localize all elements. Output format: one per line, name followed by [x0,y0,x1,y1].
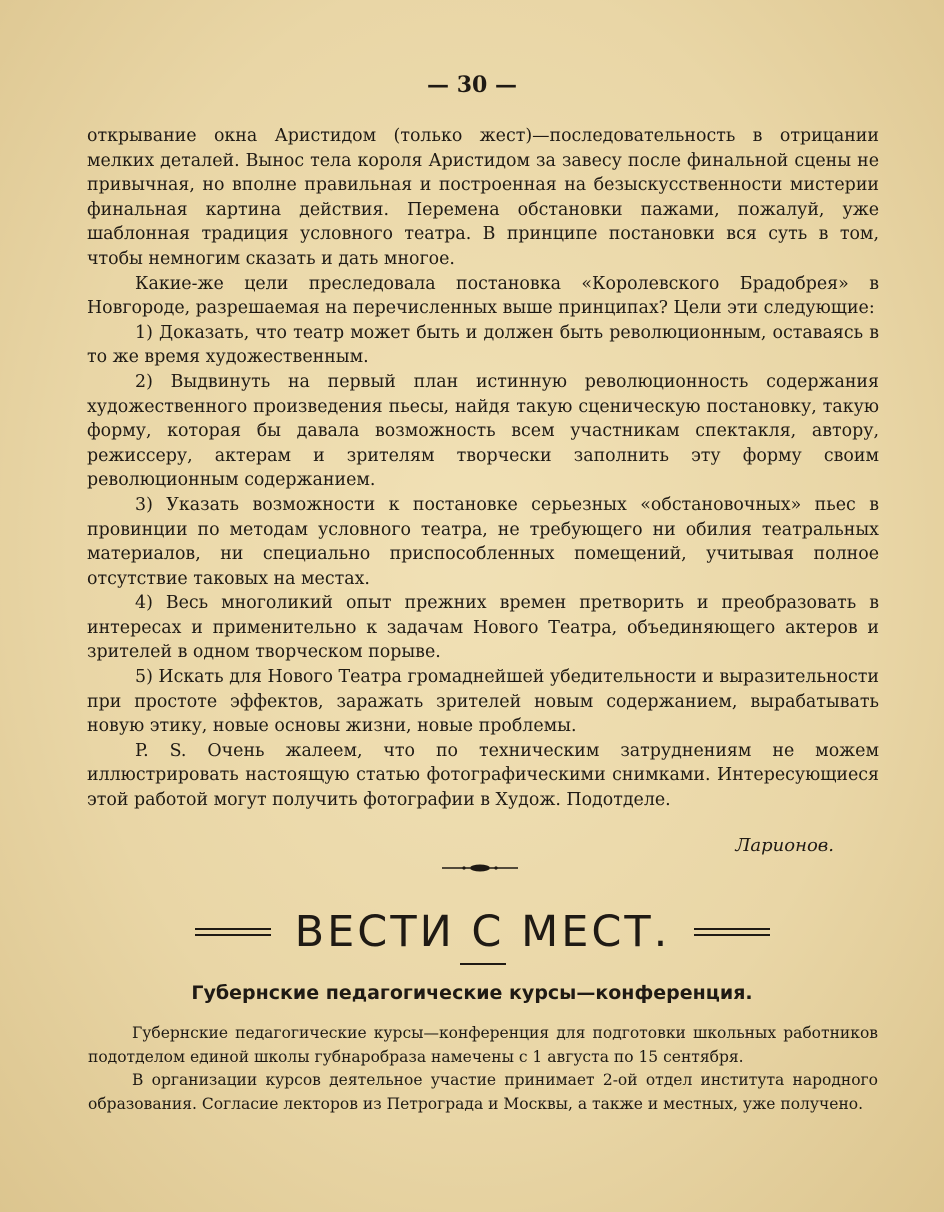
goal-item-4: 4) Весь многоликий опыт прежних времен претворить и преобразовать в интересах и применительно к задачам Нового Театра, объединяющего актеров и зрителей в одном творческом порыве. [87,593,879,663]
postscript: P. S. Очень жалеем, что по техническим затруднениям не можем иллюстрировать настоящую статью фотографическими снимками. Интересующиеся этой работой могут получить фотографии в Худож. Подотделе. [87,740,879,811]
page-number: — 30 — [427,72,517,98]
divider-rule [460,963,506,965]
article-paragraph: Какие-же цели преследовала постановка «Королевского Брадобрея» в Новгороде, разрешаемая на перечисленных выше принципах? Цели эти следующие: [87,273,879,319]
goal-item-2: 2) Выдвинуть на первый план истинную революционность содержания художественного произведения пьесы, найдя такую сценическую постановку, такую форму, которая бы давала возможность всем участникам спектакля, автору, режиссеру, актерам и зрителям творчески заполнить эту форму своим революционным содержанием. [87,371,879,491]
news-paragraph: В организации курсов деятельное участие принимает 2-ой отдел института народного образования. Согласие лекторов из Петрограда и Москвы, а также и местных, уже получено. [88,1071,878,1113]
goal-item-5: 5) Искать для Нового Театра громаднейшей убедительности и выразительности при простоте эффектов, заражать зрителей новым содержанием, вырабатывать новую этику, новые основы жизни, новые проблемы. [87,667,879,737]
title-rule-right [694,928,770,936]
article-body [87,124,879,813]
goal-item-3: 3) Указать возможности к постановке серьезных «обстановочных» пьес в провинции по методам условного театра, не требующего ни обилия театральных материалов, ни специально приспособленных помещений, учитывая полное отсутствие таковых на местах. [87,494,879,589]
news-subheading: Губернские педагогические курсы—конференция. [191,982,753,1004]
section-title: ВЕСТИ С МЕСТ. [294,907,671,957]
author-signature: Ларионов. [735,835,834,856]
section-header [195,906,770,958]
ornament-divider-icon [440,862,520,874]
goal-item-1: 1) Доказать, что театр может быть и должен быть революционным, оставаясь в то же время художественным. [87,322,879,368]
article-paragraph: открывание окна Аристидом (только жест)—последовательность в отрицании мелких деталей. Вынос тела короля Аристидом за завесу после финальной сцены не привычная, но вполне правильная и построенная на безыскусственности мистерии финальная картина действия. Перемена обстановки пажами, пожалуй, уже шаблонная традиция условного театра. В принципе постановки вся суть в том, чтобы немногим сказать и дать многое. [87,126,879,269]
title-rule-left [195,928,271,936]
news-paragraph: Губернские педагогические курсы—конференция для подготовки школьных работников подотделом единой школы губнаробраза намечены с 1 августа по 15 сентября. [88,1024,878,1066]
news-body [88,1022,878,1116]
